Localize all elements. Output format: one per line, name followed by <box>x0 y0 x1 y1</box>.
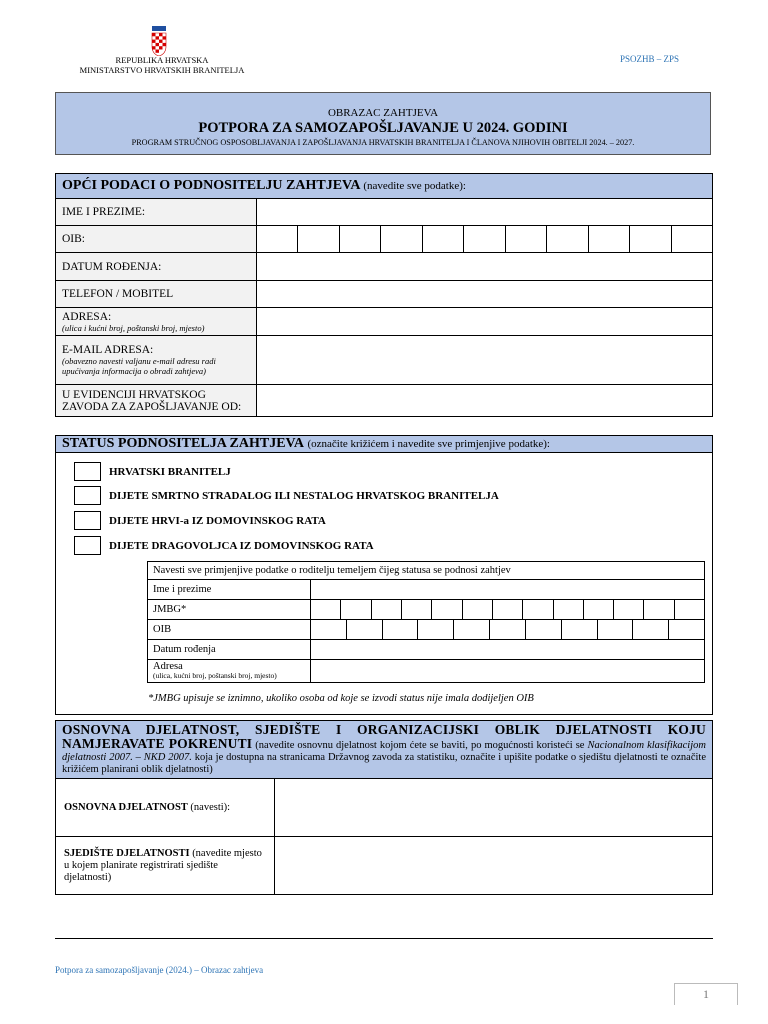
activity-field[interactable] <box>275 779 713 837</box>
status-option[interactable]: HRVATSKI BRANITELJ <box>74 462 231 481</box>
parent-oib-label: OIB <box>148 620 311 640</box>
name-label: IME I PREZIME: <box>56 199 257 226</box>
parent-data-table <box>147 561 705 683</box>
ministry-name: MINISTARSTVO HRVATSKIH BRANITELJA <box>79 65 245 75</box>
dob-label: DATUM ROĐENJA: <box>56 253 257 281</box>
email-field[interactable] <box>257 336 713 385</box>
phone-field[interactable] <box>257 281 713 308</box>
jmbg-footnote: *JMBG upisuje se iznimno, ukoliko osoba od koje se izvodi status nije imala dodijeljen OIB <box>148 693 534 704</box>
registry-field[interactable] <box>257 385 713 417</box>
parent-dob-label: Datum rođenja <box>148 640 311 660</box>
general-data-table <box>55 173 713 417</box>
address-field[interactable] <box>257 308 713 336</box>
dob-field[interactable] <box>257 253 713 281</box>
parent-name-label: Ime i prezime <box>148 580 311 600</box>
oib-digit[interactable] <box>629 226 670 252</box>
title-box <box>55 92 711 155</box>
section3-heading: OSNOVNA DJELATNOST, SJEDIŠTE I ORGANIZACIJSKI OBLIK DJELATNOSTI KOJU NAMJERAVATE POKRENUTI (navedite osnovnu djelatnost kojom ćete se baviti, po mogućnosti koristeći se Nacionalnom klasifikacijom djelatnosti 2007. – NKD 2007. koja je dostupna na stranicama Državnog zavoda za statistiku, označite i upišite podatke o sjedištu djelatnosti te označite križićem planirani oblik djelatnosti) <box>56 721 713 779</box>
phone-label: TELEFON / MOBITEL <box>56 281 257 308</box>
checkbox[interactable] <box>74 462 101 481</box>
registry-label: U EVIDENCIJI HRVATSKOG ZAVODA ZA ZAPOŠLJAVANJE OD: <box>56 385 257 417</box>
program-name: PROGRAM STRUČNOG OSPOSOBLJAVANJA I ZAPOŠLJAVANJA HRVATSKIH BRANITELJA I ČLANOVA NJIHOVIH OBITELJI 2024. – 2027. <box>131 138 635 147</box>
oib-digit[interactable] <box>505 226 546 252</box>
seat-field[interactable] <box>275 837 713 895</box>
oib-digit[interactable] <box>257 226 297 252</box>
parent-dob-field[interactable] <box>311 640 705 660</box>
section2-heading: STATUS PODNOSITELJA ZAHTJEVA (označite križićem i navedite sve primjenjive podatke): <box>56 436 712 453</box>
oib-digit[interactable] <box>380 226 421 252</box>
oib-digit[interactable] <box>422 226 463 252</box>
oib-digit[interactable] <box>546 226 587 252</box>
checkbox[interactable] <box>74 536 101 555</box>
activity-label: OSNOVNA DJELATNOST (navesti): <box>56 779 275 837</box>
checkbox[interactable] <box>74 486 101 505</box>
oib-digit[interactable] <box>339 226 380 252</box>
footer-divider <box>55 938 713 939</box>
form-type: OBRAZAC ZAHTJEVA <box>327 107 439 119</box>
parent-name-field[interactable] <box>311 580 705 600</box>
parent-jmbg-label: JMBG* <box>148 600 311 620</box>
oib-label: OIB: <box>56 226 257 253</box>
country-name: REPUBLIKA HRVATSKA <box>115 55 209 65</box>
croatian-coat-of-arms-icon <box>150 26 168 56</box>
oib-digit[interactable] <box>588 226 629 252</box>
section1-heading: OPĆI PODACI O PODNOSITELJU ZAHTJEVA (navedite sve podatke): <box>56 174 713 199</box>
oib-digit[interactable] <box>463 226 504 252</box>
activity-table <box>55 720 713 895</box>
oib-digit[interactable] <box>671 226 712 252</box>
form-code: PSOZHB – ZPS <box>620 54 680 64</box>
name-field[interactable] <box>257 199 713 226</box>
checkbox[interactable] <box>74 511 101 530</box>
status-option[interactable]: DIJETE DRAGOVOLJCA IZ DOMOVINSKOG RATA <box>74 536 374 555</box>
parent-address-label: Adresa (ulica, kućni broj, poštanski broj, mjesto) <box>148 660 311 683</box>
address-label: ADRESA: (ulica i kućni broj, poštanski broj, mjesto) <box>56 308 257 336</box>
page-number: 1 <box>674 983 738 1005</box>
status-option[interactable]: DIJETE HRVI-a IZ DOMOVINSKOG RATA <box>74 511 326 530</box>
parent-jmbg-field[interactable] <box>311 600 705 620</box>
email-label: E-MAIL ADRESA: (obavezno navesti valjanu e-mail adresu radi upućivanja informacija o obradi zahtjeva) <box>56 336 257 385</box>
oib-digit[interactable] <box>297 226 338 252</box>
footer-text: Potpora za samozapošljavanje (2024.) – Obrazac zahtjeva <box>55 965 264 975</box>
form-title: POTPORA ZA SAMOZAPOŠLJAVANJE U 2024. GODINI <box>198 120 568 136</box>
oib-field[interactable] <box>257 226 713 253</box>
issuer-block <box>62 55 262 75</box>
seat-label: SJEDIŠTE DJELATNOSTI (navedite mjesto u kojem planirate registrirati sjedište djelatnosti) <box>56 837 275 895</box>
parent-address-field[interactable] <box>311 660 705 683</box>
status-option[interactable]: DIJETE SMRTNO STRADALOG ILI NESTALOG HRVATSKOG BRANITELJA <box>74 486 499 505</box>
parent-oib-field[interactable] <box>311 620 705 640</box>
parent-table-header: Navesti sve primjenjive podatke o roditelju temeljem čijeg statusa se podnosi zahtjev <box>148 562 705 580</box>
